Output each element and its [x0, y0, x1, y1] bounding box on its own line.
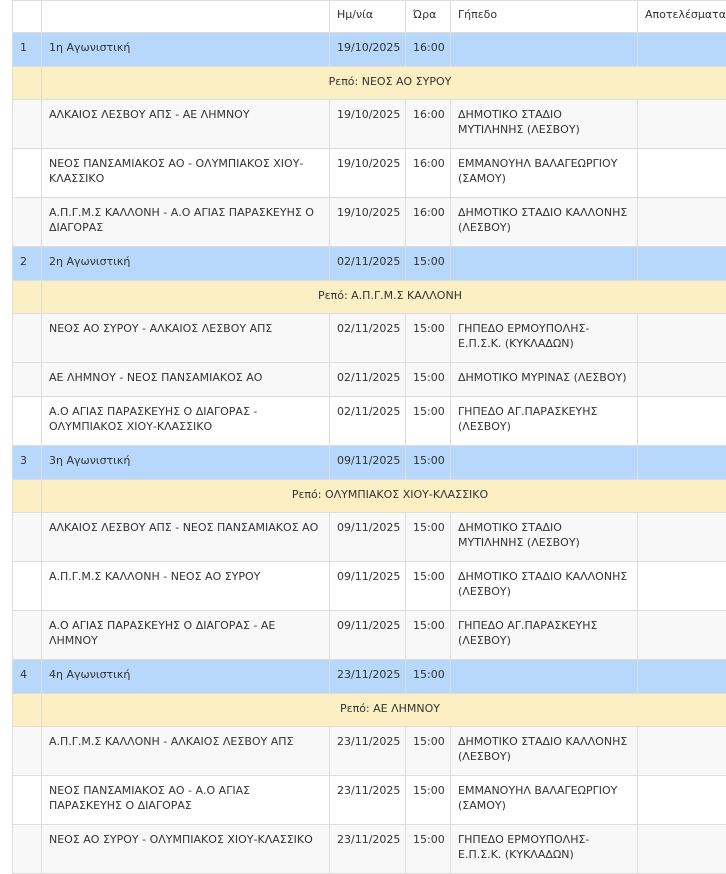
round-venue	[451, 446, 638, 480]
match-date: 02/11/2025	[330, 363, 406, 397]
match-teams: ΝΕΟΣ ΑΟ ΣΥΡΟΥ - ΟΛΥΜΠΙΑΚΟΣ ΧΙΟΥ-ΚΛΑΣΣΙΚΟ	[42, 825, 330, 874]
match-row	[13, 198, 726, 247]
match-teams: Α.Ο ΑΓΙΑΣ ΠΑΡΑΣΚΕΥΗΣ Ο ΔΙΑΓΟΡΑΣ - ΟΛΥΜΠΙΑΚΟΣ ΧΙΟΥ-ΚΛΑΣΣΙΚΟ	[42, 397, 330, 446]
match-venue: ΔΗΜΟΤΙΚΟ ΣΤΑΔΙΟ ΚΑΛΛΟΝΗΣ (ΛΕΣΒΟΥ)	[451, 727, 638, 776]
match-result	[638, 100, 726, 149]
round-date: 09/11/2025	[330, 446, 406, 480]
match-time: 15:00	[406, 314, 451, 363]
match-row	[13, 776, 726, 825]
round-number: 2	[13, 247, 42, 281]
match-row	[13, 314, 726, 363]
bye-label: Ρεπό: ΝΕΟΣ ΑΟ ΣΥΡΟΥ	[42, 67, 726, 100]
match-venue: ΔΗΜΟΤΙΚΟ ΣΤΑΔΙΟ ΜΥΤΙΛΗΝΗΣ (ΛΕΣΒΟΥ)	[451, 100, 638, 149]
round-venue	[451, 660, 638, 694]
round-time: 16:00	[406, 33, 451, 67]
table-header-row	[13, 1, 726, 33]
match-row	[13, 727, 726, 776]
match-time: 15:00	[406, 776, 451, 825]
round-title: 1η Αγωνιστική	[42, 33, 330, 67]
match-time: 15:00	[406, 727, 451, 776]
match-result	[638, 562, 726, 611]
match-teams: Α.Π.Γ.Μ.Σ ΚΑΛΛΟΝΗ - ΝΕΟΣ ΑΟ ΣΥΡΟΥ	[42, 562, 330, 611]
match-teams: Α.Ο ΑΓΙΑΣ ΠΑΡΑΣΚΕΥΗΣ Ο ΔΙΑΓΟΡΑΣ - ΑΕ ΛΗΜΝΟΥ	[42, 611, 330, 660]
match-time: 15:00	[406, 363, 451, 397]
match-date: 09/11/2025	[330, 611, 406, 660]
round-venue	[451, 247, 638, 281]
match-teams: ΝΕΟΣ ΑΟ ΣΥΡΟΥ - ΑΛΚΑΙΟΣ ΛΕΣΒΟΥ ΑΠΣ	[42, 314, 330, 363]
round-number: 4	[13, 660, 42, 694]
match-result	[638, 397, 726, 446]
round-time: 15:00	[406, 446, 451, 480]
match-teams: ΑΕ ΛΗΜΝΟΥ - ΝΕΟΣ ΠΑΝΣΑΜΙΑΚΟΣ ΑΟ	[42, 363, 330, 397]
match-row	[13, 363, 726, 397]
round-date: 02/11/2025	[330, 247, 406, 281]
match-date: 02/11/2025	[330, 314, 406, 363]
match-result	[638, 149, 726, 198]
round-row	[13, 660, 726, 694]
match-venue: ΕΜΜΑΝΟΥΗΛ ΒΑΛΑΓΕΩΡΓΙΟΥ (ΣΑΜΟΥ)	[451, 149, 638, 198]
match-date: 23/11/2025	[330, 825, 406, 874]
match-result	[638, 314, 726, 363]
fixtures-table	[12, 0, 726, 874]
match-venue: ΔΗΜΟΤΙΚΟ ΣΤΑΔΙΟ ΚΑΛΛΟΝΗΣ (ΛΕΣΒΟΥ)	[451, 198, 638, 247]
bye-label: Ρεπό: ΑΕ ΛΗΜΝΟΥ	[42, 694, 726, 727]
match-result	[638, 513, 726, 562]
round-result	[638, 446, 726, 480]
match-date: 09/11/2025	[330, 562, 406, 611]
match-time: 15:00	[406, 513, 451, 562]
round-row	[13, 446, 726, 480]
match-teams: ΑΛΚΑΙΟΣ ΛΕΣΒΟΥ ΑΠΣ - ΑΕ ΛΗΜΝΟΥ	[42, 100, 330, 149]
round-title: 3η Αγωνιστική	[42, 446, 330, 480]
round-result	[638, 33, 726, 67]
match-row	[13, 562, 726, 611]
match-row	[13, 149, 726, 198]
match-result	[638, 363, 726, 397]
bye-row	[13, 281, 726, 314]
match-venue: ΓΗΠΕΔΟ ΑΓ.ΠΑΡΑΣΚΕΥΗΣ (ΛΕΣΒΟΥ)	[451, 397, 638, 446]
match-venue: ΓΗΠΕΔΟ ΕΡΜΟΥΠΟΛΗΣ- Ε.Π.Σ.Κ. (ΚΥΚΛΑΔΩΝ)	[451, 314, 638, 363]
match-venue: ΓΗΠΕΔΟ ΑΓ.ΠΑΡΑΣΚΕΥΗΣ (ΛΕΣΒΟΥ)	[451, 611, 638, 660]
match-row	[13, 611, 726, 660]
match-venue: ΔΗΜΟΤΙΚΟ ΣΤΑΔΙΟ ΜΥΤΙΛΗΝΗΣ (ΛΕΣΒΟΥ)	[451, 513, 638, 562]
round-time: 15:00	[406, 247, 451, 281]
match-teams: Α.Π.Γ.Μ.Σ ΚΑΛΛΟΝΗ - Α.Ο ΑΓΙΑΣ ΠΑΡΑΣΚΕΥΗΣ Ο ΔΙΑΓΟΡΑΣ	[42, 198, 330, 247]
match-teams: ΑΛΚΑΙΟΣ ΛΕΣΒΟΥ ΑΠΣ - ΝΕΟΣ ΠΑΝΣΑΜΙΑΚΟΣ ΑΟ	[42, 513, 330, 562]
match-time: 15:00	[406, 611, 451, 660]
match-time: 15:00	[406, 562, 451, 611]
header-date: Ημ/νία	[330, 1, 406, 33]
match-venue: ΔΗΜΟΤΙΚΟ ΜΥΡΙΝΑΣ (ΛΕΣΒΟΥ)	[451, 363, 638, 397]
round-title: 4η Αγωνιστική	[42, 660, 330, 694]
round-venue	[451, 33, 638, 67]
match-row	[13, 100, 726, 149]
round-result	[638, 660, 726, 694]
header-venue: Γήπεδο	[451, 1, 638, 33]
match-teams: ΝΕΟΣ ΠΑΝΣΑΜΙΑΚΟΣ ΑΟ - ΟΛΥΜΠΙΑΚΟΣ ΧΙΟΥ-ΚΛΑΣΣΙΚΟ	[42, 149, 330, 198]
header-number	[13, 1, 42, 33]
round-time: 15:00	[406, 660, 451, 694]
match-date: 19/10/2025	[330, 198, 406, 247]
round-number: 1	[13, 33, 42, 67]
match-row	[13, 825, 726, 874]
match-date: 09/11/2025	[330, 513, 406, 562]
match-time: 15:00	[406, 825, 451, 874]
match-result	[638, 825, 726, 874]
match-time: 16:00	[406, 149, 451, 198]
match-venue: ΕΜΜΑΝΟΥΗΛ ΒΑΛΑΓΕΩΡΓΙΟΥ (ΣΑΜΟΥ)	[451, 776, 638, 825]
match-result	[638, 198, 726, 247]
match-result	[638, 611, 726, 660]
match-result	[638, 727, 726, 776]
match-date: 02/11/2025	[330, 397, 406, 446]
match-venue: ΓΗΠΕΔΟ ΕΡΜΟΥΠΟΛΗΣ- Ε.Π.Σ.Κ. (ΚΥΚΛΑΔΩΝ)	[451, 825, 638, 874]
match-row	[13, 397, 726, 446]
round-row	[13, 33, 726, 67]
match-date: 23/11/2025	[330, 776, 406, 825]
bye-row	[13, 67, 726, 100]
match-teams: ΝΕΟΣ ΠΑΝΣΑΜΙΑΚΟΣ ΑΟ - Α.Ο ΑΓΙΑΣ ΠΑΡΑΣΚΕΥΗΣ Ο ΔΙΑΓΟΡΑΣ	[42, 776, 330, 825]
match-venue: ΔΗΜΟΤΙΚΟ ΣΤΑΔΙΟ ΚΑΛΛΟΝΗΣ (ΛΕΣΒΟΥ)	[451, 562, 638, 611]
round-result	[638, 247, 726, 281]
match-date: 19/10/2025	[330, 149, 406, 198]
header-match	[42, 1, 330, 33]
bye-row	[13, 480, 726, 513]
match-date: 23/11/2025	[330, 727, 406, 776]
bye-label: Ρεπό: Α.Π.Γ.Μ.Σ ΚΑΛΛΟΝΗ	[42, 281, 726, 314]
round-date: 23/11/2025	[330, 660, 406, 694]
round-title: 2η Αγωνιστική	[42, 247, 330, 281]
match-row	[13, 513, 726, 562]
match-time: 15:00	[406, 397, 451, 446]
bye-row	[13, 694, 726, 727]
round-number: 3	[13, 446, 42, 480]
match-teams: Α.Π.Γ.Μ.Σ ΚΑΛΛΟΝΗ - ΑΛΚΑΙΟΣ ΛΕΣΒΟΥ ΑΠΣ	[42, 727, 330, 776]
header-results: Αποτελέσματα	[638, 1, 726, 33]
round-date: 19/10/2025	[330, 33, 406, 67]
match-time: 16:00	[406, 100, 451, 149]
bye-label: Ρεπό: ΟΛΥΜΠΙΑΚΟΣ ΧΙΟΥ-ΚΛΑΣΣΙΚΟ	[42, 480, 726, 513]
match-date: 19/10/2025	[330, 100, 406, 149]
round-row	[13, 247, 726, 281]
header-time: Ώρα	[406, 1, 451, 33]
match-time: 16:00	[406, 198, 451, 247]
match-result	[638, 776, 726, 825]
